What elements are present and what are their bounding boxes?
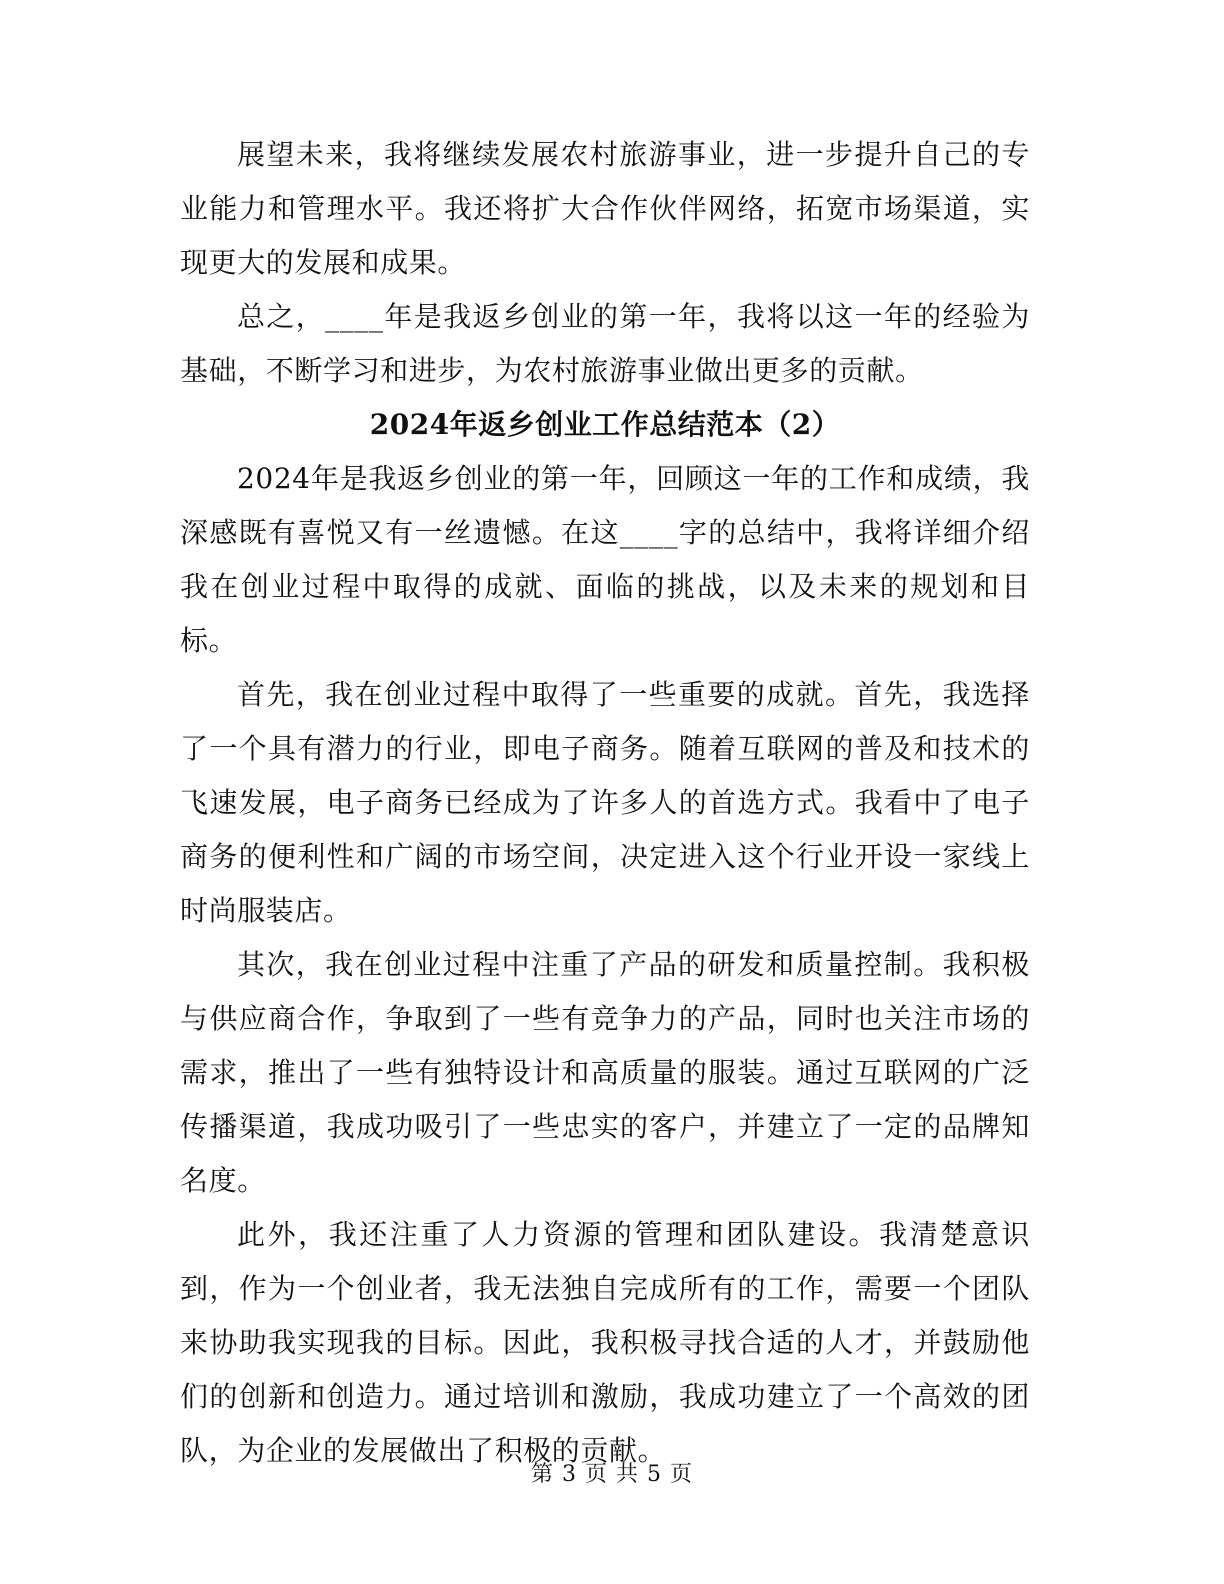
paragraph-product: 其次，我在创业过程中注重了产品的研发和质量控制。我积极与供应商合作，争取到了一些有竞争力的产品，同时也关注市场的需求，推出了一些有独特设计和高质量的服装。通过互联网的广泛传播渠道，我成功吸引了一些忠实的客户，并建立了一定的品牌知名度。	[180, 948, 1030, 1197]
page-footer: 第 3 页 共 5 页	[531, 1462, 693, 1487]
paragraph-team: 此外，我还注重了人力资源的管理和团队建设。我清楚意识到，作为一个创业者，我无法独自完成所有的工作，需要一个团队来协助我实现我的目标。因此，我积极寻找合适的人才，并鼓励他们的创新和创造力。通过培训和激励，我成功建立了一个高效的团队，为企业的发展做出了积极的贡献。	[180, 1218, 1030, 1467]
paragraph-intro: 2024年是我返乡创业的第一年，回顾这一年的工作和成绩，我深感既有喜悦又有一丝遗憾。在这____字的总结中，我将详细介绍我在创业过程中取得的成就、面临的挑战，以及未来的规划和目标。	[180, 462, 1030, 657]
paragraph-summary: 总之，____年是我返乡创业的第一年，我将以这一年的经验为基础，不断学习和进步，为农村旅游事业做出更多的贡献。	[180, 300, 1030, 387]
section-title: 2024年返乡创业工作总结范本（2）	[369, 408, 841, 441]
paragraph-outlook: 展望未来，我将继续发展农村旅游事业，进一步提升自己的专业能力和管理水平。我还将扩大合作伙伴网络，拓宽市场渠道，实现更大的发展和成果。	[180, 138, 1030, 279]
document-body	[180, 128, 1030, 1478]
paragraph-achievements: 首先，我在创业过程中取得了一些重要的成就。首先，我选择了一个具有潜力的行业，即电子商务。随着互联网的普及和技术的飞速发展，电子商务已经成为了许多人的首选方式。我看中了电子商务的便利性和广阔的市场空间，决定进入这个行业开设一家线上时尚服装店。	[180, 678, 1030, 927]
